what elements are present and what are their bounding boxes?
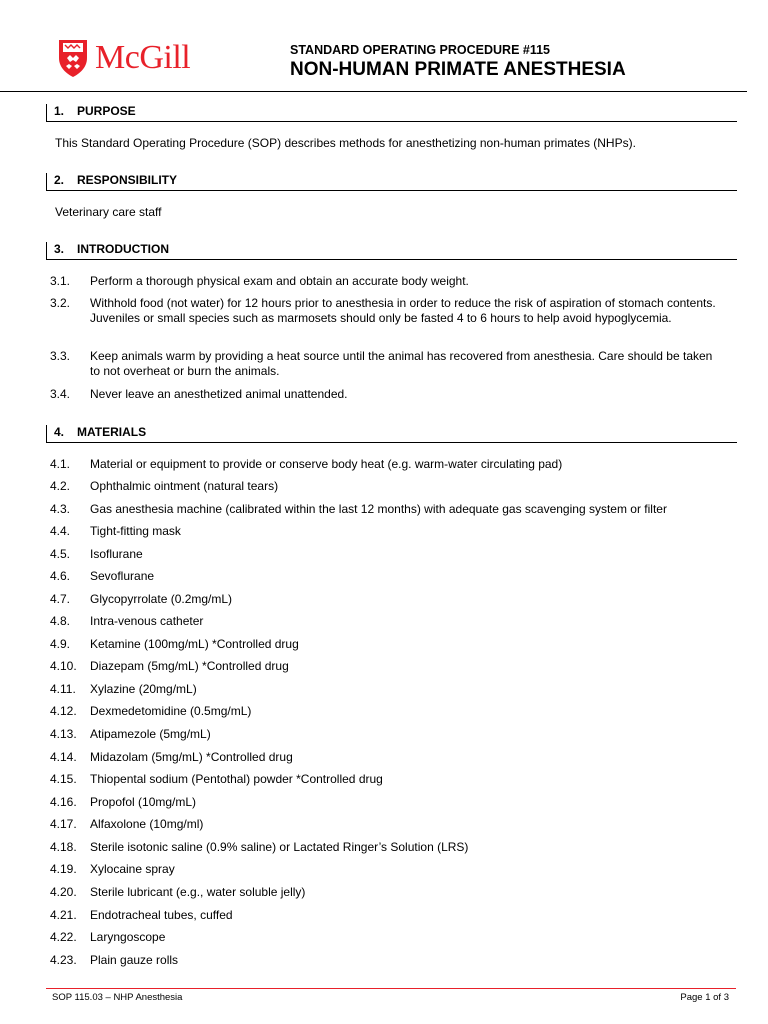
section-title: INTRODUCTION [77,242,169,256]
item-text: Midazolam (5mg/mL) *Controlled drug [90,750,293,764]
footer-doc-id: SOP 115.03 – NHP Anesthesia [52,992,183,1003]
item-text: Xylocaine spray [90,862,175,876]
header-divider [0,91,747,92]
section-number: 1. [54,104,65,118]
item-text: Dexmedetomidine (0.5mg/mL) [90,704,252,718]
mcgill-logo [57,38,190,78]
item-text: Plain gauze rolls [90,953,179,967]
item-number: 4.21. [50,908,77,922]
item-number: 4.8. [50,614,71,628]
section-heading-responsibility [46,173,737,191]
item-number: 4.7. [50,592,71,606]
item-number: 3.2. [50,296,71,310]
item-number: 4.15. [50,772,77,786]
item-text: Propofol (10mg/mL) [90,795,197,809]
item-number: 4.3. [50,502,71,516]
section-number: 4. [54,425,65,439]
page-title: NON-HUMAN PRIMATE ANESTHESIA [290,59,626,80]
item-text: Gas anesthesia machine (calibrated within the last 12 months) with adequate gas scavenging system or filter [90,502,667,516]
item-number: 4.14. [50,750,77,764]
section-heading-purpose [46,104,737,122]
item-number: 3.4. [50,387,71,401]
item-text: Thiopental sodium (Pentothal) powder *Controlled drug [90,772,383,786]
item-text: Perform a thorough physical exam and obtain an accurate body weight. [90,274,469,288]
item-text: Endotracheal tubes, cuffed [90,908,233,922]
item-text: Sterile lubricant (e.g., water soluble jelly) [90,885,306,899]
item-text: Sterile isotonic saline (0.9% saline) or Lactated Ringer’s Solution (LRS) [90,840,469,854]
item-text: Never leave an anesthetized animal unattended. [90,387,348,401]
item-number: 4.5. [50,547,71,561]
item-number: 4.16. [50,795,77,809]
item-text: Laryngoscope [90,930,166,944]
item-text: Glycopyrrolate (0.2mg/mL) [90,592,233,606]
item-text: Alfaxolone (10mg/ml) [90,817,204,831]
item-number: 4.19. [50,862,77,876]
logo-wordmark: McGill [95,39,191,76]
item-text: Diazepam (5mg/mL) *Controlled drug [90,659,289,673]
item-text: Material or equipment to provide or conserve body heat (e.g. warm-water circulating pad) [90,457,563,471]
footer-page-number: Page 1 of 3 [680,992,729,1003]
footer-divider [46,988,736,989]
item-number: 4.18. [50,840,77,854]
section-heading-introduction [46,242,737,260]
item-text: Ketamine (100mg/mL) *Controlled drug [90,637,299,651]
purpose-text: This Standard Operating Procedure (SOP) describes methods for anesthetizing non-human primates (NHPs). [55,136,636,150]
item-text: Keep animals warm by providing a heat source until the animal has recovered from anesthesia. Care should be taken to not overheat or burn the animals. [90,349,713,378]
item-number: 4.1. [50,457,71,471]
item-text: Xylazine (20mg/mL) [90,682,197,696]
item-number: 3.3. [50,349,71,363]
item-number: 4.9. [50,637,71,651]
item-number: 4.23. [50,953,77,967]
item-number: 4.4. [50,524,71,538]
item-text: Atipamezole (5mg/mL) [90,727,211,741]
item-number: 4.2. [50,479,71,493]
section-number: 3. [54,242,65,256]
item-text: Intra-venous catheter [90,614,204,628]
section-heading-materials [46,425,737,443]
item-number: 4.12. [50,704,77,718]
section-title: MATERIALS [77,425,147,439]
mcgill-crest-icon [57,38,89,78]
item-number: 3.1. [50,274,71,288]
item-text: Tight-fitting mask [90,524,181,538]
item-number: 4.11. [50,682,76,696]
sop-number: STANDARD OPERATING PROCEDURE #115 [290,43,550,57]
item-text: Sevoflurane [90,569,155,583]
item-number: 4.22. [50,930,77,944]
section-title: PURPOSE [77,104,136,118]
section-number: 2. [54,173,65,187]
section-title: RESPONSIBILITY [77,173,178,187]
item-text: Ophthalmic ointment (natural tears) [90,479,279,493]
responsibility-text: Veterinary care staff [55,205,162,219]
item-text: Withhold food (not water) for 12 hours prior to anesthesia in order to reduce the risk of aspiration of stomach contents. Juveniles or small species such as marmosets should only be fasted 4 to 6 hours to help avoid hypoglycemia. [90,296,716,325]
item-number: 4.17. [50,817,77,831]
item-number: 4.10. [50,659,77,673]
item-number: 4.13. [50,727,77,741]
item-number: 4.20. [50,885,77,899]
item-number: 4.6. [50,569,71,583]
item-text: Isoflurane [90,547,143,561]
